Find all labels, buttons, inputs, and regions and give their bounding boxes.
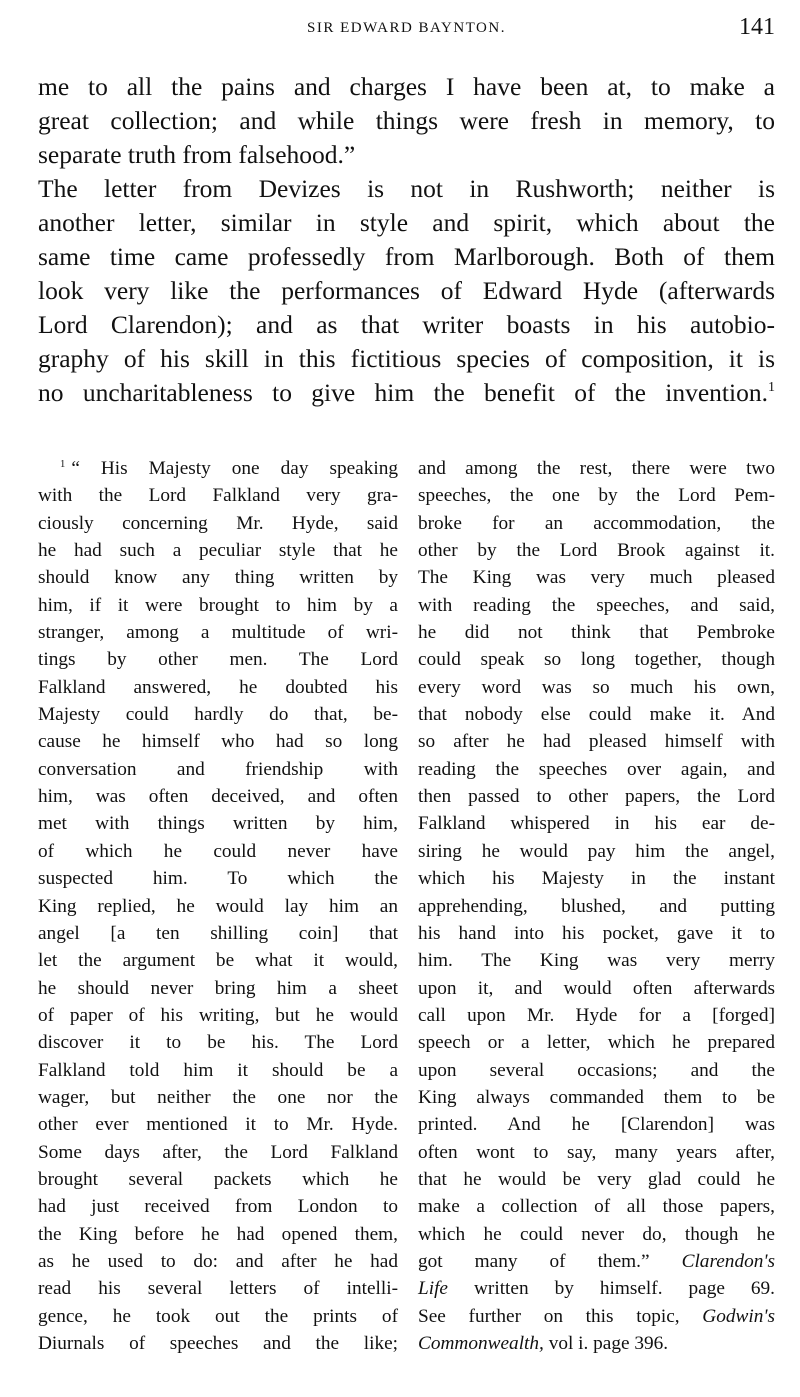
text-segment: Falkland told him it should be a (38, 1059, 398, 1081)
text-line (38, 172, 775, 206)
text-line (418, 455, 775, 482)
text-segment: Clarendon's (681, 1250, 775, 1272)
text-line (38, 783, 398, 810)
text-segment: which his Majesty in the instant (418, 868, 775, 890)
text-line (418, 1029, 775, 1056)
text-segment: Lord Clarendon); and as that writer boasts in his autobio- (38, 310, 775, 339)
text-segment: with reading the speeches, and said, (418, 594, 775, 616)
text-line (38, 1166, 398, 1193)
text-segment: Some days after, the Lord Falkland (38, 1141, 398, 1163)
text-line (418, 564, 775, 591)
text-line (38, 975, 398, 1002)
text-line (38, 893, 398, 920)
text-line (38, 240, 775, 274)
text-segment: upon several occasions; and the (418, 1059, 775, 1081)
text-segment: brought several packets which he (38, 1168, 398, 1190)
text-line (418, 701, 775, 728)
text-line (38, 482, 398, 509)
footnote-column-left (38, 455, 398, 1357)
text-line (418, 1111, 775, 1138)
text-segment: that nobody else could make it. And (418, 704, 775, 726)
text-segment: Falkland answered, he doubted his (38, 676, 398, 698)
text-line (418, 482, 775, 509)
text-line (38, 1084, 398, 1111)
text-segment: so after he had pleased himself with (418, 731, 775, 753)
text-segment: his hand into his pocket, gave it to (418, 922, 775, 944)
text-line (418, 1193, 775, 1220)
text-line (38, 920, 398, 947)
text-segment: upon it, and would often afterwards (418, 977, 775, 999)
text-line (418, 920, 775, 947)
text-segment: Diurnals of speeches and the like; (38, 1333, 398, 1354)
page-header (38, 14, 775, 44)
text-line (38, 206, 775, 240)
text-line (38, 728, 398, 755)
text-line (418, 893, 775, 920)
text-line (38, 1303, 398, 1330)
text-line (418, 1166, 775, 1193)
main-text (38, 70, 775, 410)
text-segment: discover it to be his. The Lord (38, 1032, 398, 1054)
text-segment: could speak so long together, though (418, 649, 775, 671)
text-line (418, 646, 775, 673)
running-title: SIR EDWARD BAYNTON. (307, 20, 506, 36)
text-segment: make a collection of all those papers, (418, 1196, 775, 1218)
text-segment: Majesty could hardly do that, be- (38, 704, 398, 726)
text-line (38, 564, 398, 591)
text-segment: vol i. page 396. (543, 1333, 669, 1354)
text-line (418, 1221, 775, 1248)
text-line (418, 1002, 775, 1029)
text-segment: stranger, among a multitude of wri- (38, 622, 398, 644)
text-segment: Life (418, 1278, 448, 1300)
text-segment: had just received from London to (38, 1196, 398, 1218)
text-line (38, 537, 398, 564)
text-line (38, 1248, 398, 1275)
text-line (418, 592, 775, 619)
text-segment: of paper of his writing, but he would (38, 1004, 398, 1026)
text-segment: he did not think that Pembroke (418, 622, 775, 644)
text-line (418, 1084, 775, 1111)
text-segment: other by the Lord Brook against it. (418, 540, 775, 562)
text-segment: Godwin's (702, 1305, 775, 1327)
text-segment: speeches, the one by the Lord Pem- (418, 485, 775, 507)
text-segment: he should never bring him a sheet (38, 977, 398, 999)
text-line (418, 1139, 775, 1166)
text-segment: often wont to say, many years after, (418, 1141, 775, 1163)
text-segment: King replied, he would lay him an (38, 895, 398, 917)
text-segment: which he could never do, though he (418, 1223, 775, 1245)
text-line (38, 1193, 398, 1220)
text-line (418, 838, 775, 865)
text-line (418, 783, 775, 810)
text-line (38, 1275, 398, 1302)
text-segment: The King was very much pleased (418, 567, 775, 589)
text-line (418, 1303, 775, 1330)
footnote-marker: 1 (60, 458, 66, 470)
text-segment: other ever mentioned it to Mr. Hyde. (38, 1114, 398, 1136)
text-line (418, 947, 775, 974)
text-segment: him, if it were brought to him by a (38, 594, 398, 616)
text-line (38, 1002, 398, 1029)
text-segment: no uncharitableness to give him the benefit of the invention. (38, 378, 768, 407)
text-segment: should know any thing written by (38, 567, 398, 589)
text-line (38, 1029, 398, 1056)
text-segment: me to all the pains and charges I have been at, to make a (38, 72, 775, 101)
text-segment: speech or a letter, which he prepared (418, 1032, 775, 1054)
text-segment: written by himself. page 69. (448, 1278, 775, 1300)
text-line (418, 810, 775, 837)
text-line (418, 728, 775, 755)
text-segment: The letter from Devizes is not in Rushworth; neither is (38, 174, 775, 203)
text-segment: another letter, similar in style and spirit, which about the (38, 208, 775, 237)
text-segment: broke for an accommodation, the (418, 512, 775, 534)
text-line (38, 104, 775, 138)
text-line (38, 947, 398, 974)
text-line (418, 1275, 775, 1302)
text-segment: he had such a peculiar style that he (38, 540, 398, 562)
text-line (418, 619, 775, 646)
footnote-column-right (418, 455, 775, 1357)
text-segment: suspected him. To which the (38, 868, 398, 890)
text-segment: graphy of his skill in this fictitious species of composition, it is (38, 344, 775, 373)
text-segment: angel [a ten shilling coin] that (38, 922, 398, 944)
text-line (38, 274, 775, 308)
text-line (38, 455, 398, 482)
text-line (38, 70, 775, 104)
text-line (38, 1111, 398, 1138)
text-segment: cause he himself who had so long (38, 731, 398, 753)
text-segment: siring he would pay him the angel, (418, 840, 775, 862)
text-line (38, 510, 398, 537)
text-segment: gence, he took out the prints of (38, 1305, 398, 1327)
text-line (38, 865, 398, 892)
text-line (38, 308, 775, 342)
text-segment: him, was often deceived, and often (38, 786, 398, 808)
text-segment: great collection; and while things were fresh in memory, to (38, 106, 775, 135)
text-line (418, 1330, 775, 1357)
text-line (418, 510, 775, 537)
text-segment: Commonwealth, (418, 1333, 544, 1354)
text-line (38, 1139, 398, 1166)
footnote-reference: 1 (767, 380, 775, 396)
text-line (38, 756, 398, 783)
text-segment: conversation and friendship with (38, 758, 398, 780)
text-segment: printed. And he [Clarendon] was (418, 1114, 775, 1136)
text-line (38, 810, 398, 837)
text-line (38, 138, 775, 172)
text-line (418, 674, 775, 701)
text-segment: separate truth from falsehood.” (38, 140, 356, 169)
text-segment: then passed to other papers, the Lord (418, 786, 775, 808)
text-segment: reading the speeches over again, and (418, 758, 775, 780)
text-line (418, 975, 775, 1002)
text-line (38, 592, 398, 619)
text-line (38, 1221, 398, 1248)
text-line (418, 537, 775, 564)
text-segment: ciously concerning Mr. Hyde, said (38, 512, 398, 534)
text-line (38, 646, 398, 673)
text-segment: same time came professedly from Marlborough. Both of them (38, 242, 775, 271)
text-segment: let the argument be what it would, (38, 950, 398, 972)
text-segment: apprehending, blushed, and putting (418, 895, 775, 917)
text-segment: met with things written by him, (38, 813, 398, 835)
text-line (418, 1057, 775, 1084)
text-segment: him. The King was very merry (418, 950, 775, 972)
text-line (418, 865, 775, 892)
text-line (418, 756, 775, 783)
text-segment: and among the rest, there were two (418, 458, 775, 479)
text-segment: “ His Majesty one day speaking (71, 458, 398, 479)
page-number: 141 (739, 14, 775, 40)
text-line (38, 1330, 398, 1357)
text-segment: of which he could never have (38, 840, 398, 862)
text-line (418, 1248, 775, 1275)
text-segment: look very like the performances of Edward Hyde (afterwards (38, 276, 775, 305)
text-line (38, 1057, 398, 1084)
text-line (38, 619, 398, 646)
text-line (38, 674, 398, 701)
text-line (38, 342, 775, 376)
text-segment: every word was so much his own, (418, 676, 775, 698)
text-segment: read his several letters of intelli- (38, 1278, 398, 1300)
text-segment: as he used to do: and after he had (38, 1250, 398, 1272)
text-line (38, 376, 775, 410)
text-line (38, 838, 398, 865)
text-segment: with the Lord Falkland very gra- (38, 485, 398, 507)
text-segment: that he would be very glad could he (418, 1168, 775, 1190)
text-line (38, 701, 398, 728)
text-segment: King always commanded them to be (418, 1086, 775, 1108)
text-segment: wager, but neither the one nor the (38, 1086, 398, 1108)
text-segment: Falkland whispered in his ear de- (418, 813, 775, 835)
text-segment: got many of them.” (418, 1250, 682, 1272)
text-segment: See further on this topic, (418, 1305, 703, 1327)
text-segment: tings by other men. The Lord (38, 649, 398, 671)
text-segment: the King before he had opened them, (38, 1223, 398, 1245)
text-segment: call upon Mr. Hyde for a [forged] (418, 1004, 775, 1026)
